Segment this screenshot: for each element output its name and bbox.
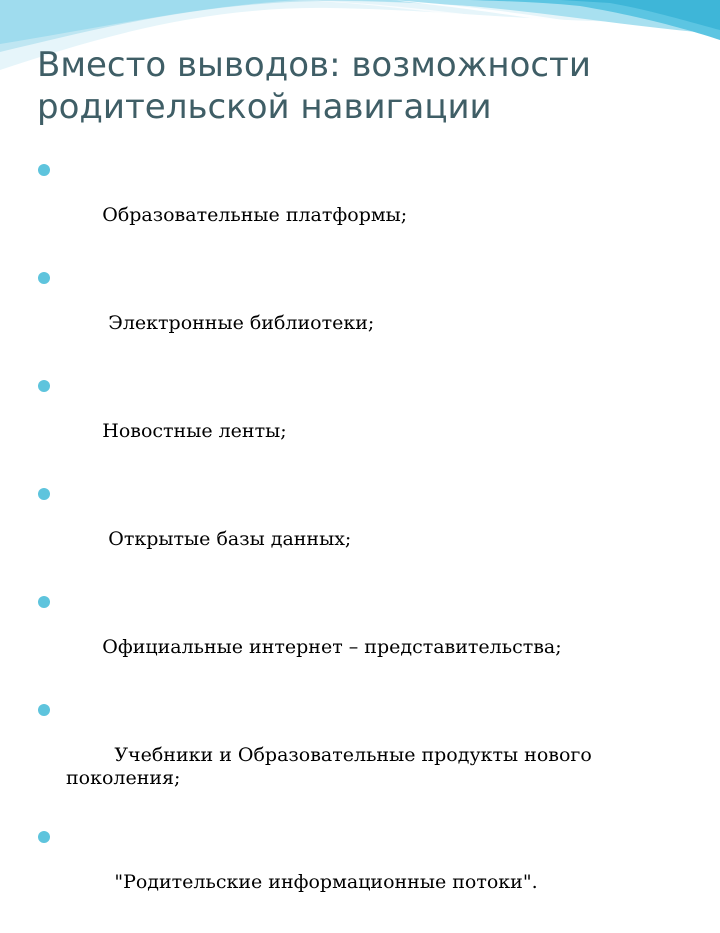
bullet-dot-icon <box>38 488 50 500</box>
bullet-list <box>18 158 698 933</box>
bullet-item-text: "Родительские информационные потоки". <box>102 871 538 893</box>
bullet-item-3 <box>18 374 698 466</box>
bullet-item-5 <box>18 590 698 682</box>
slide-title-line-1: Вместо выводов: возможности <box>37 45 591 85</box>
slide-title <box>37 44 697 128</box>
bullet-dot-icon <box>38 704 50 716</box>
bullet-dot-icon <box>38 380 50 392</box>
bullet-item-text: Новостные ленты; <box>102 420 287 442</box>
slide-title-line-2: родительской навигации <box>37 87 492 127</box>
bullet-item-text: Образовательные платформы; <box>102 204 408 226</box>
bullet-dot-icon <box>38 164 50 176</box>
bullet-dot-icon <box>38 596 50 608</box>
bullet-item-text: Открытые базы данных; <box>102 528 352 550</box>
bullet-item-text: Электронные библиотеки; <box>102 312 375 334</box>
bullet-dot-icon <box>38 831 50 843</box>
bullet-item-4 <box>18 482 698 574</box>
bullet-item-text: Учебники и Образовательные продукты нового поколения; <box>66 744 598 789</box>
bullet-dot-icon <box>38 272 50 284</box>
bullet-item-7 <box>18 825 698 917</box>
bullet-item-6 <box>18 698 698 813</box>
bullet-item-2 <box>18 266 698 358</box>
bullet-item-text: Официальные интернет – представительства; <box>102 636 562 658</box>
bullet-item-1 <box>18 158 698 250</box>
